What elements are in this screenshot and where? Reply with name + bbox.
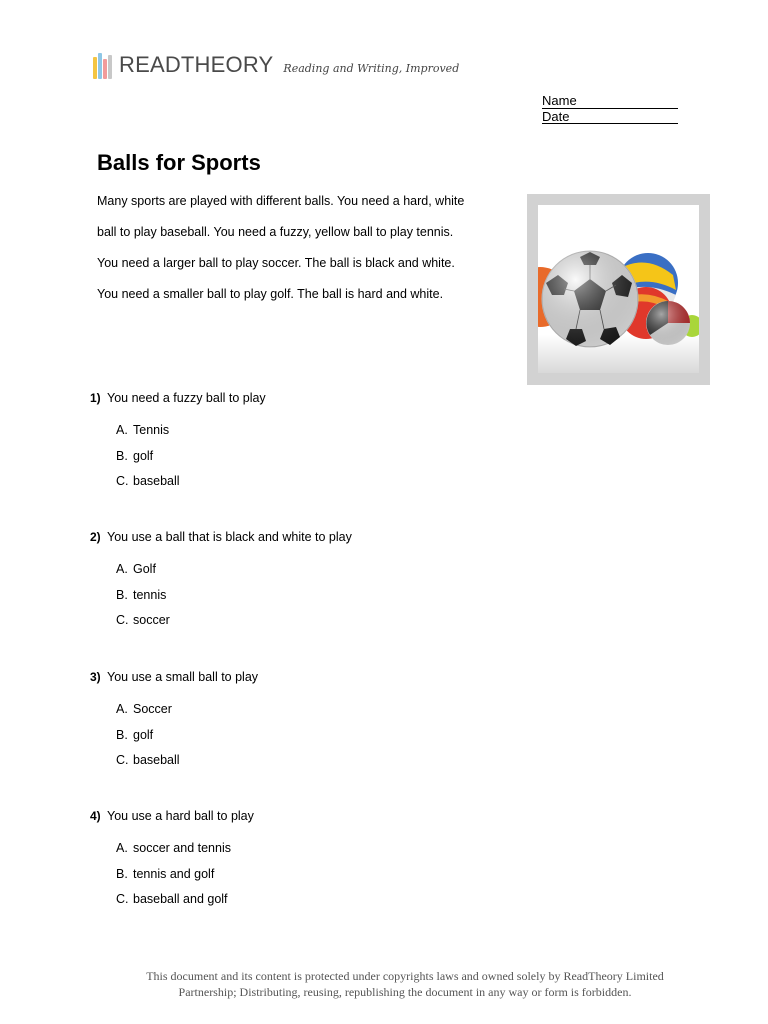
answer-option[interactable] <box>116 839 254 865</box>
question-number: 3) <box>90 670 101 684</box>
answer-option[interactable] <box>116 700 258 726</box>
question-2 <box>90 530 352 637</box>
question-3 <box>90 670 258 777</box>
answer-option[interactable] <box>116 890 254 916</box>
reading-passage <box>97 192 517 316</box>
option-letter: B. <box>116 727 128 742</box>
option-letter: C. <box>116 613 129 627</box>
option-text: soccer and tennis <box>133 841 231 855</box>
option-text: Tennis <box>133 423 170 437</box>
question-text: You need a fuzzy ball to play <box>107 391 266 405</box>
book-pink-icon <box>103 59 107 79</box>
sports-balls-image <box>538 205 699 373</box>
option-letter: C. <box>116 474 129 488</box>
option-text: soccer <box>133 613 170 627</box>
copyright-footer <box>120 968 690 1000</box>
answer-option[interactable] <box>116 447 266 473</box>
date-label: Date <box>542 108 570 124</box>
brand-name: READTHEORY <box>119 52 274 77</box>
answer-option[interactable] <box>116 421 266 447</box>
question-1 <box>90 391 266 498</box>
question-number: 2) <box>90 530 101 544</box>
question-text: You use a ball that is black and white to play <box>107 530 352 544</box>
question-text: You use a hard ball to play <box>107 809 254 823</box>
option-letter: B. <box>116 866 128 881</box>
option-text: baseball and golf <box>133 892 228 906</box>
answer-option[interactable] <box>116 586 352 612</box>
option-text: Golf <box>133 562 156 576</box>
option-text: baseball <box>133 753 180 767</box>
passage-line: You need a smaller ball to play golf. The ball is hard and white. <box>97 287 444 301</box>
question-number: 1) <box>90 391 101 405</box>
option-letter: B. <box>116 448 128 463</box>
footer-line: This document and its content is protected under copyrights laws and owned solely by ReadTheory Limited <box>146 969 664 983</box>
option-text: tennis <box>133 587 167 602</box>
book-gray-icon <box>108 55 112 79</box>
option-letter: A. <box>116 841 128 855</box>
name-field[interactable] <box>542 93 678 109</box>
option-letter: A. <box>116 423 128 437</box>
answer-option[interactable] <box>116 751 258 777</box>
answer-option[interactable] <box>116 560 352 586</box>
page-title: Balls for Sports <box>97 150 261 175</box>
answer-option[interactable] <box>116 611 352 637</box>
option-letter: A. <box>116 702 128 716</box>
passage-line: Many sports are played with different balls. You need a hard, white <box>97 194 465 208</box>
option-letter: A. <box>116 562 128 576</box>
option-text: tennis and golf <box>133 866 215 881</box>
date-field[interactable] <box>542 109 678 125</box>
passage-line: You need a larger ball to play soccer. The ball is black and white. <box>97 256 455 270</box>
option-text: golf <box>133 727 154 742</box>
passage-line: ball to play baseball. You need a fuzzy, yellow ball to play tennis. <box>97 225 454 239</box>
answer-options <box>116 700 258 777</box>
option-letter: C. <box>116 753 129 767</box>
answer-option[interactable] <box>116 472 266 498</box>
question-text: You use a small ball to play <box>107 670 259 684</box>
book-yellow-icon <box>93 57 97 79</box>
readtheory-logo <box>93 50 459 80</box>
question-4 <box>90 809 254 916</box>
question-number: 4) <box>90 809 101 823</box>
brand-tagline: Reading and Writing, Improved <box>283 61 460 75</box>
option-text: Soccer <box>133 702 172 716</box>
answer-options <box>116 839 254 916</box>
option-text: golf <box>133 448 154 463</box>
footer-line: Partnership; Distributing, reusing, republishing the document in any way or form is forbidden. <box>178 985 632 999</box>
option-letter: C. <box>116 892 129 906</box>
books-icon <box>93 51 113 79</box>
book-blue-icon <box>98 53 102 79</box>
option-text: baseball <box>133 474 180 488</box>
name-date-fields <box>542 93 678 124</box>
sports-balls-illustration <box>538 205 699 373</box>
answer-option[interactable] <box>116 726 258 752</box>
answer-options <box>116 421 266 498</box>
name-label: Name <box>542 93 577 108</box>
option-letter: B. <box>116 587 128 602</box>
sports-balls-image-frame <box>527 194 710 385</box>
answer-option[interactable] <box>116 865 254 891</box>
answer-options <box>116 560 352 637</box>
